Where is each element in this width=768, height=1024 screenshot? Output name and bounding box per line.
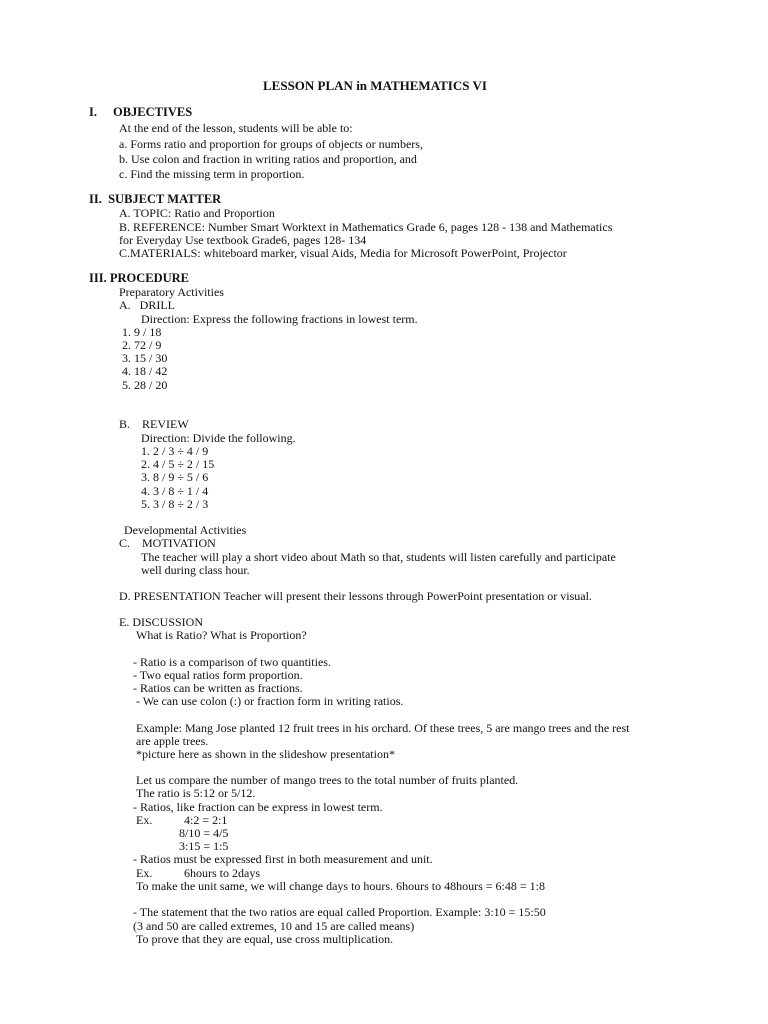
motivation-text-continued: well during class hour. [141, 563, 250, 577]
extremes-means-line: (3 and 50 are called extremes, 10 and 15 are called means) [133, 919, 415, 933]
objective-item: c. Find the missing term in proportion. [119, 167, 305, 181]
example-label: Ex. [136, 813, 153, 827]
review-item: 5. 3 / 8 ÷ 2 / 3 [141, 497, 209, 511]
drill-item: 5. 28 / 20 [122, 378, 168, 392]
reference-line: B. REFERENCE: Number Smart Worktext in Mathematics Grade 6, pages 128 - 138 and Mathematics [119, 220, 613, 234]
compare-line: Let us compare the number of mango trees to the total number of fruits planted. [136, 773, 519, 787]
reference-line-continued: for Everyday Use textbook Grade6, pages 128- 134 [119, 233, 367, 247]
proportion-line: - The statement that the two ratios are equal called Proportion. Example: 3:10 = 15:50 [133, 905, 546, 919]
lowest-term-line: - Ratios, like fraction can be express in lowest term. [133, 800, 383, 814]
drill-label: A. DRILL [119, 298, 175, 312]
subject-matter-heading: II. SUBJECT MATTER [89, 192, 222, 206]
discussion-label: E. DISCUSSION [119, 615, 204, 629]
drill-item: 2. 72 / 9 [122, 338, 162, 352]
topic-line: A. TOPIC: Ratio and Proportion [119, 206, 275, 220]
motivation-label: C. MOTIVATION [119, 536, 216, 550]
developmental-activities: Developmental Activities [124, 523, 247, 537]
review-item: 1. 2 / 3 ÷ 4 / 9 [141, 444, 209, 458]
review-direction: Direction: Divide the following. [141, 431, 296, 445]
unit-conversion-line: To make the unit same, we will change days to hours. 6hours to 48hours = 6:48 = 1:8 [136, 879, 545, 893]
review-item: 3. 8 / 9 ÷ 5 / 6 [141, 470, 209, 484]
objectives-number: I. [89, 105, 97, 119]
discussion-point: - We can use colon (:) or fraction form in writing ratios. [133, 694, 404, 708]
objectives-heading: OBJECTIVES [113, 105, 193, 119]
drill-item: 3. 15 / 30 [122, 351, 168, 365]
drill-item: 1. 9 / 18 [122, 325, 162, 339]
example-label: Ex. [136, 866, 153, 880]
objective-item: b. Use colon and fraction in writing ratios and proportion, and [119, 152, 417, 166]
discussion-point: - Ratios can be written as fractions. [133, 681, 303, 695]
review-label: B. REVIEW [119, 417, 189, 431]
discussion-question: What is Ratio? What is Proportion? [136, 628, 307, 642]
page-title: LESSON PLAN in MATHEMATICS VI [263, 78, 487, 93]
ratio-example: 8/10 = 4/5 [179, 826, 229, 840]
motivation-text: The teacher will play a short video about Math so that, students will listen carefully and participate [141, 550, 616, 564]
preparatory-activities: Preparatory Activities [119, 285, 224, 299]
presentation-line: D. PRESENTATION Teacher will present their lessons through PowerPoint presentation or visual. [119, 589, 592, 603]
procedure-heading: III. PROCEDURE [89, 271, 190, 285]
cross-multiplication-line: To prove that they are equal, use cross multiplication. [136, 932, 394, 946]
example-text: Example: Mang Jose planted 12 fruit trees in his orchard. Of these trees, 5 are mango trees and the rest [136, 721, 630, 735]
drill-direction: Direction: Express the following fractions in lowest term. [141, 312, 418, 326]
measurement-line: - Ratios must be expressed first in both measurement and unit. [133, 852, 433, 866]
discussion-point: - Ratio is a comparison of two quantities. [133, 655, 331, 669]
picture-note: *picture here as shown in the slideshow presentation* [136, 747, 395, 761]
materials-line: C.MATERIALS: whiteboard marker, visual Aids, Media for Microsoft PowerPoint, Projector [119, 246, 567, 260]
objectives-intro: At the end of the lesson, students will be able to: [119, 121, 353, 135]
objective-item: a. Forms ratio and proportion for groups of objects or numbers, [119, 137, 423, 151]
ratio-example: 4:2 = 2:1 [184, 813, 228, 827]
review-item: 2. 4 / 5 ÷ 2 / 15 [141, 457, 215, 471]
unit-example: 6hours to 2days [184, 866, 260, 880]
ratio-example: 3:15 = 1:5 [179, 839, 229, 853]
review-item: 4. 3 / 8 ÷ 1 / 4 [141, 484, 209, 498]
ratio-line: The ratio is 5:12 or 5/12. [136, 786, 256, 800]
discussion-point: - Two equal ratios form proportion. [133, 668, 303, 682]
example-text-continued: are apple trees. [136, 734, 209, 748]
drill-item: 4. 18 / 42 [122, 364, 168, 378]
